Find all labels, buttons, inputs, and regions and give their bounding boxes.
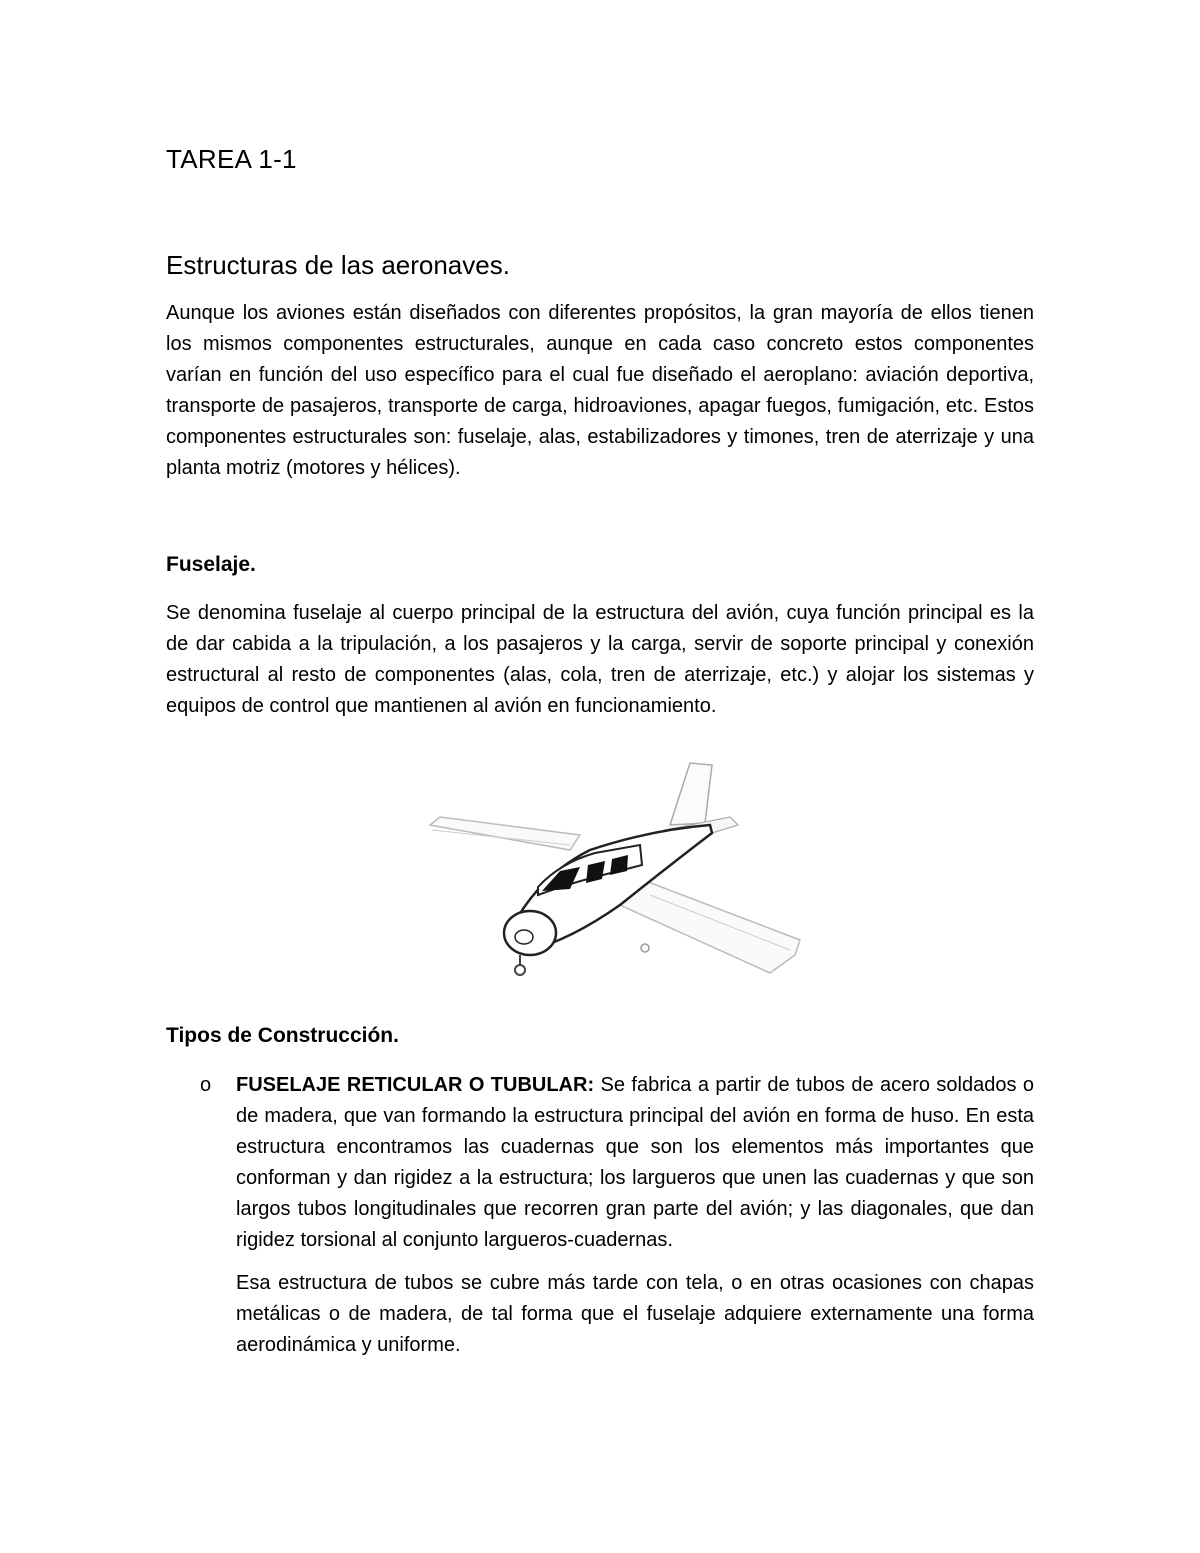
- intro-paragraph: Aunque los aviones están diseñados con diferentes propósitos, la gran mayoría de ellos tienen los mismos componentes estructurales, aunque en cada caso concreto estos componentes varían en función del uso específico para el cual fue diseñado el aeroplano: aviación deportiva, transporte de pasajeros, transporte de carga, hidroaviones, apagar fuegos, fumigación, etc. Estos componentes estructurales son: fuselaje, alas, estabilizadores y timones, tren de aterrizaje y una planta motriz (motores y hélices).: [166, 302, 1034, 479]
- construction-types-list: [200, 1070, 1034, 1381]
- fuselaje-heading: Fuselaje.: [166, 553, 256, 576]
- list-item-text: Se fabrica a partir de tubos de acero soldados o de madera, que van formando la estructura principal del avión en forma de huso. En esta estructura encontramos las cuadernas que son los elementos más importantes que conforman y dan rigidez a la estructura; los largueros que unen las cuadernas y que son largos tubos longitudinales que recorren gran parte del avión; y las diagonales, que dan rigidez torsional al conjunto largueros-cuadernas.: [236, 1074, 1034, 1251]
- tipos-construccion-heading: Tipos de Construcción.: [166, 1024, 399, 1047]
- fuselaje-paragraph: Se denomina fuselaje al cuerpo principal de la estructura del avión, cuya función principal es la de dar cabida a la tripulación, a los pasajeros y la carga, servir de soporte principal y conexión estructural al resto de componentes (alas, cola, tren de aterrizaje, etc.) y alojar los sistemas y equipos de control que mantienen al avión en funcionamiento.: [166, 602, 1034, 717]
- list-item-body: [236, 1070, 1034, 1256]
- section-title: Estructuras de las aeronaves.: [166, 250, 510, 280]
- list-item: [200, 1070, 1034, 1361]
- bullet-marker: o: [200, 1074, 212, 1096]
- list-item-term: FUSELAJE RETICULAR O TUBULAR:: [236, 1074, 595, 1096]
- airplane-illustration-icon: [420, 755, 810, 985]
- document-title: TAREA 1-1: [166, 144, 297, 174]
- list-item-continuation: Esa estructura de tubos se cubre más tarde con tela, o en otras ocasiones con chapas metálicas o de madera, de tal forma que el fuselaje adquiere externamente una forma aerodinámica y uniforme.: [236, 1272, 1034, 1356]
